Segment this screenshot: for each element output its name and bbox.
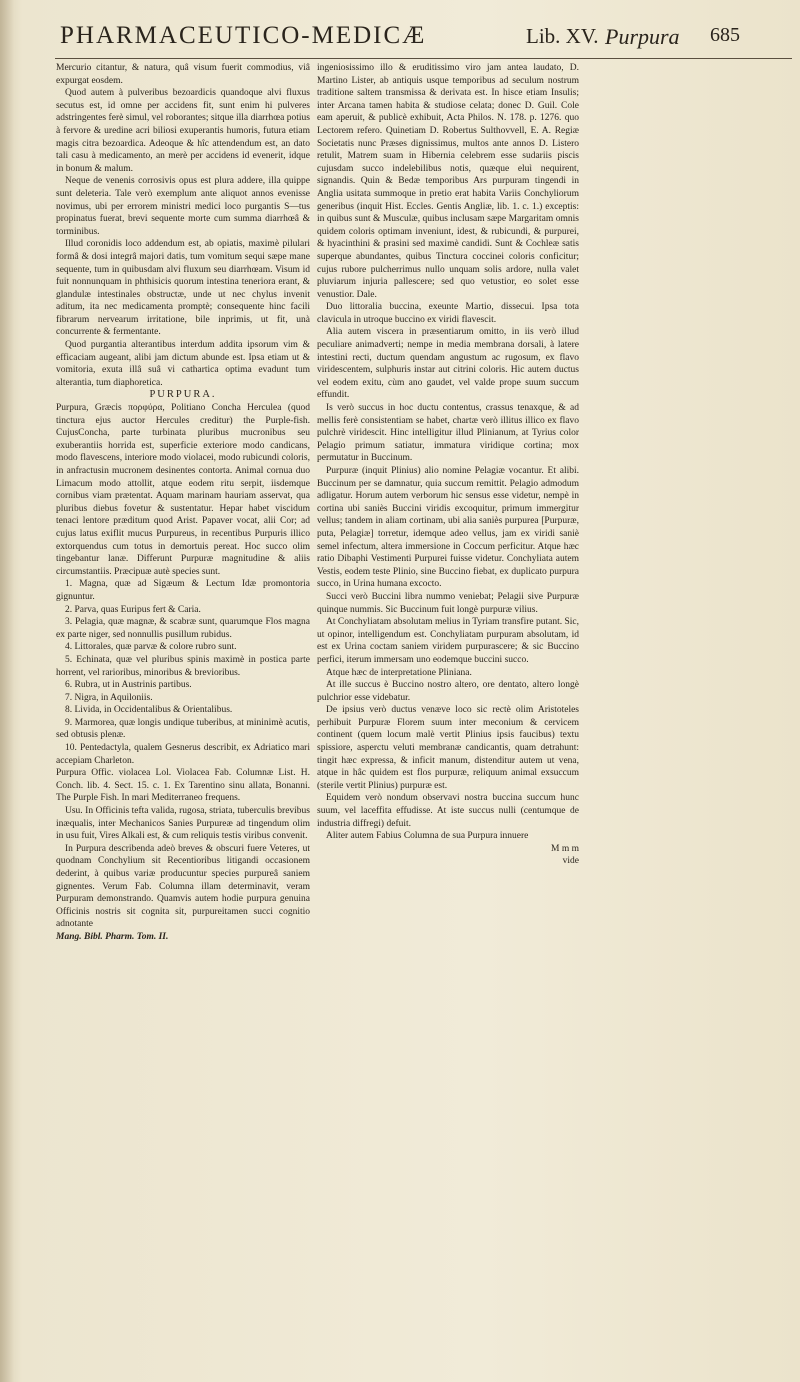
section-heading: PURPURA.	[149, 389, 217, 401]
binding-shadow	[0, 0, 14, 1382]
list-item: 9. Marmorea, quæ longis undique tuberibus, at mininimè acutis, sed obtusis plenæ.	[56, 717, 310, 741]
paragraph: De ipsius verò ductus venæve loco sic rectè olim Aristoteles perhibuit Purpuræ Florem suum inter meconium & cervicem continent (quem locum malè vertit Plinius ipsis faucibus) textu spissiore, asperctu veluti membranæ candicantis, quam detrahunt: tingit hæc expressa, & inficit manum, distenditur autem ut vena, atque in hâc quidem est flos purpuræ, reliquum animal exsuccum (sterile vertit Plinius) purpuræ est.	[317, 705, 579, 791]
running-header	[60, 18, 790, 58]
paragraph: Mercurio citantur, & natura, quâ visum fuerit commodius, viâ expurgat eosdem.	[56, 63, 310, 86]
paragraph: Quod autem à pulveribus bezoardicis quandoque alvi fluxus secutus est, id omne per accidens fit, sunt enim hi pulveres adstringentes ferè simul, vel roborantes; sitque illa diarrhœa potius à fervore & uredine acri biliosi exuperantis humoris, futura etiam magis citra bezoardica. Adeoque & hîc attendendum est, an dato tali casu à medicamento, an merè per accidens id evenerit, idque in bonum & malum.	[56, 88, 310, 174]
list-item: 5. Echinata, quæ vel pluribus spinis maximè in postica parte horrent, vel rarioribus, minoribus & brevioribus.	[56, 654, 310, 678]
catchword: vide	[562, 856, 579, 867]
paragraph: At ille succus è Buccino nostro altero, ore dentato, altero longè pulchrior esse videbatur.	[317, 680, 579, 703]
paragraph: Quod purgantia alterantibus interdum addita ipsorum vim & efficaciam augeant, alibi jam dictum abunde est. Ipsa etiam ut & vomitoria, exuta illâ suâ vi cathartica optima evadunt tum alterantia, tum diaphoretica.	[56, 340, 310, 388]
paragraph: Duo littoralia buccina, exeunte Martio, dissecui. Ipsa tota clavicula in utroque buccino ex viridi flavescit.	[317, 302, 579, 325]
list-item: 6. Rubra, ut in Austrinis partibus.	[65, 680, 192, 691]
list-item: 10. Pentedactyla, qualem Gesnerus describit, ex Adriatico mari accepiam Charleton.	[56, 743, 310, 766]
paragraph: Purpura Offic. violacea Lol. Violacea Fab. Columnæ List. H. Conch. lib. 4. Sect. 15. c. 1. Ex Tarentino sinu allata, Bonanni. The Purple Fish. In mari Mediterraneo frequens.	[56, 768, 310, 804]
header-rule	[55, 58, 792, 59]
page-number: 685	[710, 24, 740, 46]
paragraph: Purpura, Græcis πορφύρα, Politiano Concha Herculea (quod tinctura ejus auctor Hercules creditur) the Purple-fish. CujusConcha, parte turbinata pluribus mucronibus seu exuberantiis horrida est, superficie exteriore modo candicans, modo flavescens, interiore modo violacei, modo rubicundi coloris, in anfractusin mucronem desinentes contorta. Animal cornua duo Limacum modo attollit, atque eodem ritu serpit, iisdemque cornibus viam prætentat. Aquam marinam hauriam asservat, qua pluribus diebus fovetur & sustentatur. Hepar habet viscidum tenaci lentore præditum quod Arist. Papaver vocat, alii Cor; ad cujus latus exiflit mucus Purpureus, in recentibus Purpuris illico extorquendus cum totus in demortuis pereat. Hoc succo olim tingebantur lanæ. Differunt Purpuræ magnitudine & aliis circumstantiis. Præcipuæ autè species sunt.	[56, 403, 310, 577]
running-title: PHARMACEUTICO-MEDICÆ	[60, 22, 427, 49]
paragraph: Purpuræ (inquit Plinius) alio nomine Pelagiæ vocantur. Et alibi. Buccinum per se damnatur, quia succum remittit. Pelagio admodum adligatur. Horum autem verborum hic sensus esse videtur, nempè in cortina ubi saniès Buccini viridis excoquitur, primum immergitur vellus; tandem in aliam cortinam, ubi alia saniès purpurea [Purpuræ, puta, Pelagiæ] torretur, idemque adeo vellus, jam ex viridi saniè semel infectum, altera immersione in Coccum perficitur. Atque hæc ratio Dibaphi Vestimenti Purpurei fuisse videtur. Conchyliata autem Vestis, eodem teste Plinio, sine Buccino fiebat, ex duplicato purpura succo, in Urina humana excocto.	[317, 466, 579, 590]
signature-line: Mang. Bibl. Pharm. Tom. II.	[56, 931, 169, 942]
paragraph: Usu. In Officinis tefta valida, rugosa, striata, tuberculis brevibus inæqualis, inter Mechanicos Sanies Purpureæ ad tingendum olim in usu fuit, Vires Alkali est, & cum reliquis testis viribus convenit.	[56, 806, 310, 842]
right-column	[317, 62, 579, 868]
paragraph: At Conchyliatam absolutam melius in Tyriam transfire putant. Sic, ut opinor, intelligendum est. Conchyliatam purpuram absolutam, id est ex Urina coctam saniem viridem purpurascere; & sic Buccino perfici, iterum immersam uno eodemque buccini succo.	[317, 617, 579, 665]
topic-heading: Purpura	[605, 24, 680, 49]
paragraph: Illud coronidis loco addendum est, ab opiatis, maximè pilulari formâ & dosi integrâ majori datis, tum vomitum sequi sæpe mane sequente, tum in quibusdam alvi fluxum seu diarrhœam. Visum id fuit nonnunquam in phthisicis quorum intestina teneriora erant, & glandulæ intestinales obstructæ, unde ut nec chylus invenit aditum, ita nec medicamenta promptè; consequente hinc facili fibrarum nervearum irritatione, bile inprimis, ut fit, unà concurrente & fermentante.	[56, 239, 310, 338]
list-item: 7. Nigra, in Aquiloniis.	[65, 692, 153, 703]
list-item: 3. Pelagia, quæ magnæ, & scabræ sunt, quarumque Flos magna ex parte niger, sed nonnullis pusillum rubidus.	[56, 617, 310, 640]
list-item: 1. Magna, quæ ad Sigæum & Lectum Idæ promontoria gignuntur.	[56, 579, 310, 602]
paragraph: Equidem verò nondum observavi nostra buccina succum hunc suum, vel laceffita effudisse. At iste succus nulli (centumque de industria diffregi) defuit.	[317, 793, 579, 829]
list-item: 2. Parva, quas Euripus fert & Caria.	[65, 604, 201, 615]
list-item: 8. Livida, in Occidentalibus & Orientalibus.	[65, 705, 233, 716]
paragraph: Aliter autem Fabius Columna de sua Purpura innuere	[326, 831, 529, 842]
paragraph: In Purpura describenda adeò breves & obscuri fuere Veteres, ut quodnam Conchylium sit Recentioribus litigandi occasionem dederint, à quibus variæ producuntur species purpureâ saniem gignentes. Verum Fab. Columna illam determinavit, veram Purpuram demonstrando. Quamvis autem hodie purpura genuina Officinis nostris sit cognita sit, purpureitamen succi cognitio adnotante	[56, 843, 310, 930]
paragraph: ingeniosissimo illo & eruditissimo viro jam antea laudato, D. Martino Lister, ab antiquis usque temporibus ad seculum nostrum traditione saltem transmissa & derivata est. In hisce etiam Insulis; inter Arcana tamen habita & studiose celata; donec D. Guil. Cole eam aperuit, & publicè exhibuit, Acta Philos. N. 178. p. 1276. quo Lectorem refero. Quinetiam D. Robertus Sulthovvell, E. A. Regiæ Societatis nunc Præses dignissimus, multos ante annos D. Listero retulit, Matrem suam in Hibernia celebrem esse sudariis piscis cujusdam succo indelebilibus notis, quæque eluì nequirent, signandis. Quin & Bedæ temporibus Ars purpuram tingendi in Anglia usitata summoque in pretio erat habita Variis Conchyliorum generibus (inquit Hist. Eccles. Gentis Angliæ, lib. 1. c. 1.) exceptis: in quibus sunt & Musculæ, quibus inclusam sæpe Margaritam omnis quidem coloris optimam inveniunt, idest, & rubicundi, & purpurei, & hyacinthini & prasini sed maximè candidi. Sunt & Cochleæ satis superque abundantes, quibus Tinctura coccinei coloris conficitur; cujus rubore pulcherrimus nullo unquam solis ardore, nulla valet pluviarum injuria pallescere; sed quo vetustior, eo solet esse venustior. Dale.	[317, 63, 579, 300]
paragraph: Succi verò Buccini libra nummo veniebat; Pelagii sive Purpuræ quinque nummis. Sic Buccinum fuit longè purpuræ vilius.	[317, 591, 579, 615]
left-column	[56, 62, 310, 944]
paragraph: Is verò succus in hoc ductu contentus, crassus tenaxque, & ad mellis ferè consistentiam se habet, chartæ verò illitus illico ex flavo pulchrè viridescit. Hinc intelligitur illud Plinianum, at Tyrius color Pelagio primum satiatur, immatura viridique cortina; mox permutatur in Buccinum.	[317, 403, 579, 464]
list-item: 4. Littorales, quæ parvæ & colore rubro sunt.	[65, 642, 237, 653]
signature-mark: M m m	[551, 843, 579, 854]
book-number: Lib. XV.	[526, 24, 599, 48]
paragraph: Alia autem viscera in præsentiarum omitto, in iis verò illud peculiare animadverti; nempe in media membrana dorsali, à latere intestini recti, ductum quendam angustum ac rugosum, ex flavo viridescentem, sulphuris instar aut citrini coloris. Hic autem ductus vel eodem exitu, cùm ano gaudet, vel valde prope suum succum effundit.	[317, 327, 579, 401]
paragraph: Atque hæc de interpretatione Pliniana.	[326, 667, 472, 678]
paragraph: Neque de venenis corrosivis opus est plura addere, illa quippe sunt deleteria. Tale verò exemplum ante aliquot annos evenisse novimus, ubi per errorem ministri medici loco purgantis S—tus propinatus fuerat, brevi sequente morte cum summa diarrhœâ & torminibus.	[56, 176, 310, 237]
